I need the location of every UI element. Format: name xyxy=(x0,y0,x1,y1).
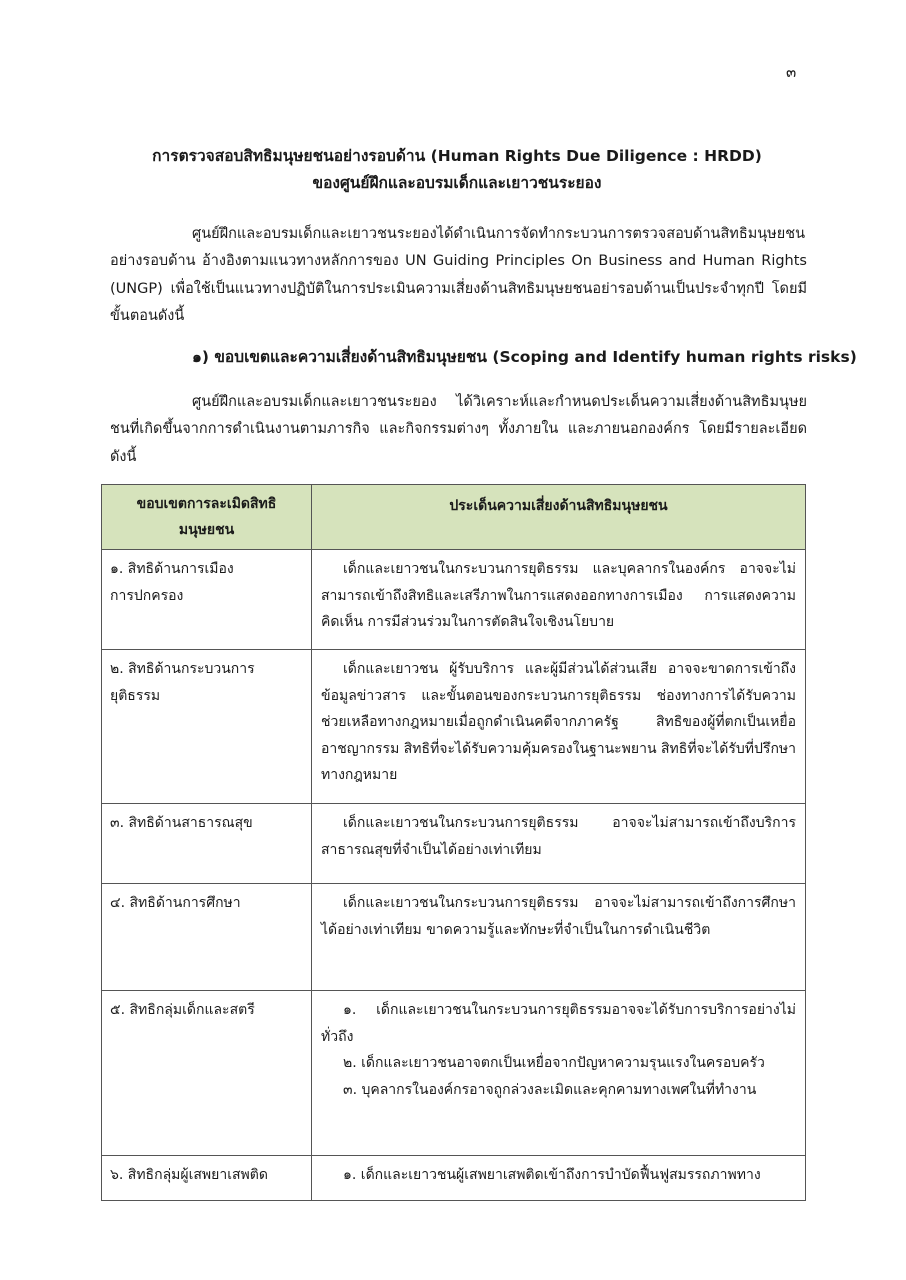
scope-cell xyxy=(102,991,312,1156)
risk-cell xyxy=(312,1156,806,1201)
risk-cell xyxy=(312,804,806,884)
risk-text: เด็กและเยาวชนในกระบวนการยุติธรรม อาจจะไม่สามารถเข้าถึงการศึกษาได้อย่างเท่าเทียม ขาดความรู้และทักษะที่จำเป็นในการดำเนินชีวิต xyxy=(321,895,796,938)
risk-cell xyxy=(312,884,806,991)
table-header-row xyxy=(102,485,806,550)
scope-cell xyxy=(102,884,312,991)
risk-cell xyxy=(312,991,806,1156)
scope-cell xyxy=(102,804,312,884)
scope-cell xyxy=(102,550,312,650)
scope-cell xyxy=(102,1156,312,1201)
scope-line: ยุติธรรม xyxy=(110,687,161,704)
risk-item: ๒. เด็กและเยาวชนอาจตกเป็นเหยื่อจากปัญหาความรุนแรงในครอบครัว xyxy=(343,1055,765,1072)
page-number: ๓ xyxy=(786,63,797,81)
document-title xyxy=(110,143,804,197)
scope-line: ๒. สิทธิด้านกระบวนการ xyxy=(110,661,255,677)
table-row xyxy=(102,550,806,650)
risk-cell xyxy=(312,650,806,804)
risk-text: เด็กและเยาวชน ผู้รับบริการ และผู้มีส่วนได้ส่วนเสีย อาจจะขาดการเข้าถึงข้อมูลข่าวสาร และขั้นตอนของกระบวนการยุติธรรม ช่องทางการได้รับความช่วยเหลือทางกฎหมายเมื่อถูกดำเนินคดีจากภาครัฐ สิทธิของผู้ที่ตกเป็นเหยื่ออาชญากรรม สิทธิที่จะได้รับความคุ้มครองในฐานะพยาน สิทธิที่จะได้รับที่ปรึกษาทางกฎหมาย xyxy=(321,661,797,784)
scope-line: การปกครอง xyxy=(110,587,184,604)
scope-line: ๓. สิทธิด้านสาธารณสุข xyxy=(110,815,253,831)
table-row xyxy=(102,650,806,804)
header-scope-line-1: ขอบเขตการละเมิดสิทธิ xyxy=(136,496,277,512)
intro-paragraph-text: ศูนย์ฝึกและอบรมเด็กและเยาวชนระยองได้ดำเนินการจัดทำกระบวนการตรวจสอบด้านสิทธิมนุษยชนอย่างรอบด้าน อ้างอิงตามแนวทางหลักการของ UN Guiding Principles On Business and Human Rights (UNGP) เพื่อใช้เป็นแนวทางปฏิบัติในการประเมินความเสี่ยงด้านสิทธิมนุษยชนอย่ารอบด้านเป็นประจำทุกปี โดยมีขั้นตอนดังนี้ xyxy=(110,226,807,325)
scope-line: ๑. สิทธิด้านการเมือง xyxy=(110,561,234,577)
risk-cell xyxy=(312,550,806,650)
table-row xyxy=(102,804,806,884)
table-row xyxy=(102,991,806,1156)
scope-line: ๕. สิทธิกลุ่มเด็กและสตรี xyxy=(110,1002,255,1018)
section-paragraph-text: ศูนย์ฝึกและอบรมเด็กและเยาวชนระยอง ได้วิเคราะห์และกำหนดประเด็นความเสี่ยงด้านสิทธิมนุษยชนที่เกิดขึ้นจากการดำเนินงานตามภารกิจ และกิจกรรมต่างๆ ทั้งภายใน และภายนอกองค์กร โดยมีรายละเอียดดังนี้ xyxy=(110,394,807,465)
risk-text: เด็กและเยาวชนในกระบวนการยุติธรรม และบุคลากรในองค์กร อาจจะไม่สามารถเข้าถึงสิทธิและเสรีภาพในการแสดงออกทางการเมือง การแสดงความคิดเห็น การมีส่วนร่วมในการตัดสินใจเชิงนโยบาย xyxy=(321,561,796,631)
table-row xyxy=(102,1156,806,1201)
table-row xyxy=(102,884,806,991)
risk-item-text: ๑. เด็กและเยาวชนในกระบวนการยุติธรรมอาจจะได้รับการบริการอย่างไม่ทั่วถึง xyxy=(321,1002,796,1045)
scope-cell xyxy=(102,650,312,804)
risk-text: เด็กและเยาวชนในกระบวนการยุติธรรม อาจจะไม่สามารถเข้าถึงบริการสาธารณสุขที่จำเป็นได้อย่างเท่าเทียม xyxy=(321,815,796,858)
risk-item: ๓. บุคลากรในองค์กรอาจถูกล่วงละเมิดและคุกคามทางเพศในที่ทำงาน xyxy=(343,1081,757,1098)
risk-item xyxy=(321,997,796,1050)
section-paragraph xyxy=(110,389,807,471)
title-line-1: การตรวจสอบสิทธิมนุษยชนอย่างรอบด้าน (Human Rights Due Diligence : HRDD) xyxy=(152,147,762,165)
scope-line: ๖. สิทธิกลุ่มผู้เสพยาเสพติด xyxy=(110,1167,268,1183)
intro-paragraph xyxy=(110,221,807,331)
header-scope-line-2: มนุษยชน xyxy=(178,522,235,538)
header-scope xyxy=(102,485,312,550)
risk-item xyxy=(321,1162,796,1189)
section-heading: ๑) ขอบเขตและความเสี่ยงด้านสิทธิมนุษยชน (Scoping and Identify human rights risks) xyxy=(192,348,857,366)
risk-item-text: ๑. เด็กและเยาวชนผู้เสพยาเสพติดเข้าถึงการบำบัดฟื้นฟูสมรรถภาพทาง xyxy=(343,1167,761,1183)
header-risk: ประเด็นความเสี่ยงด้านสิทธิมนุษยชน xyxy=(312,485,806,550)
scope-line: ๔. สิทธิด้านการศึกษา xyxy=(110,895,241,911)
title-line-2: ของศูนย์ฝึกและอบรมเด็กและเยาวชนระยอง xyxy=(312,174,602,192)
risk-table xyxy=(101,484,806,1201)
